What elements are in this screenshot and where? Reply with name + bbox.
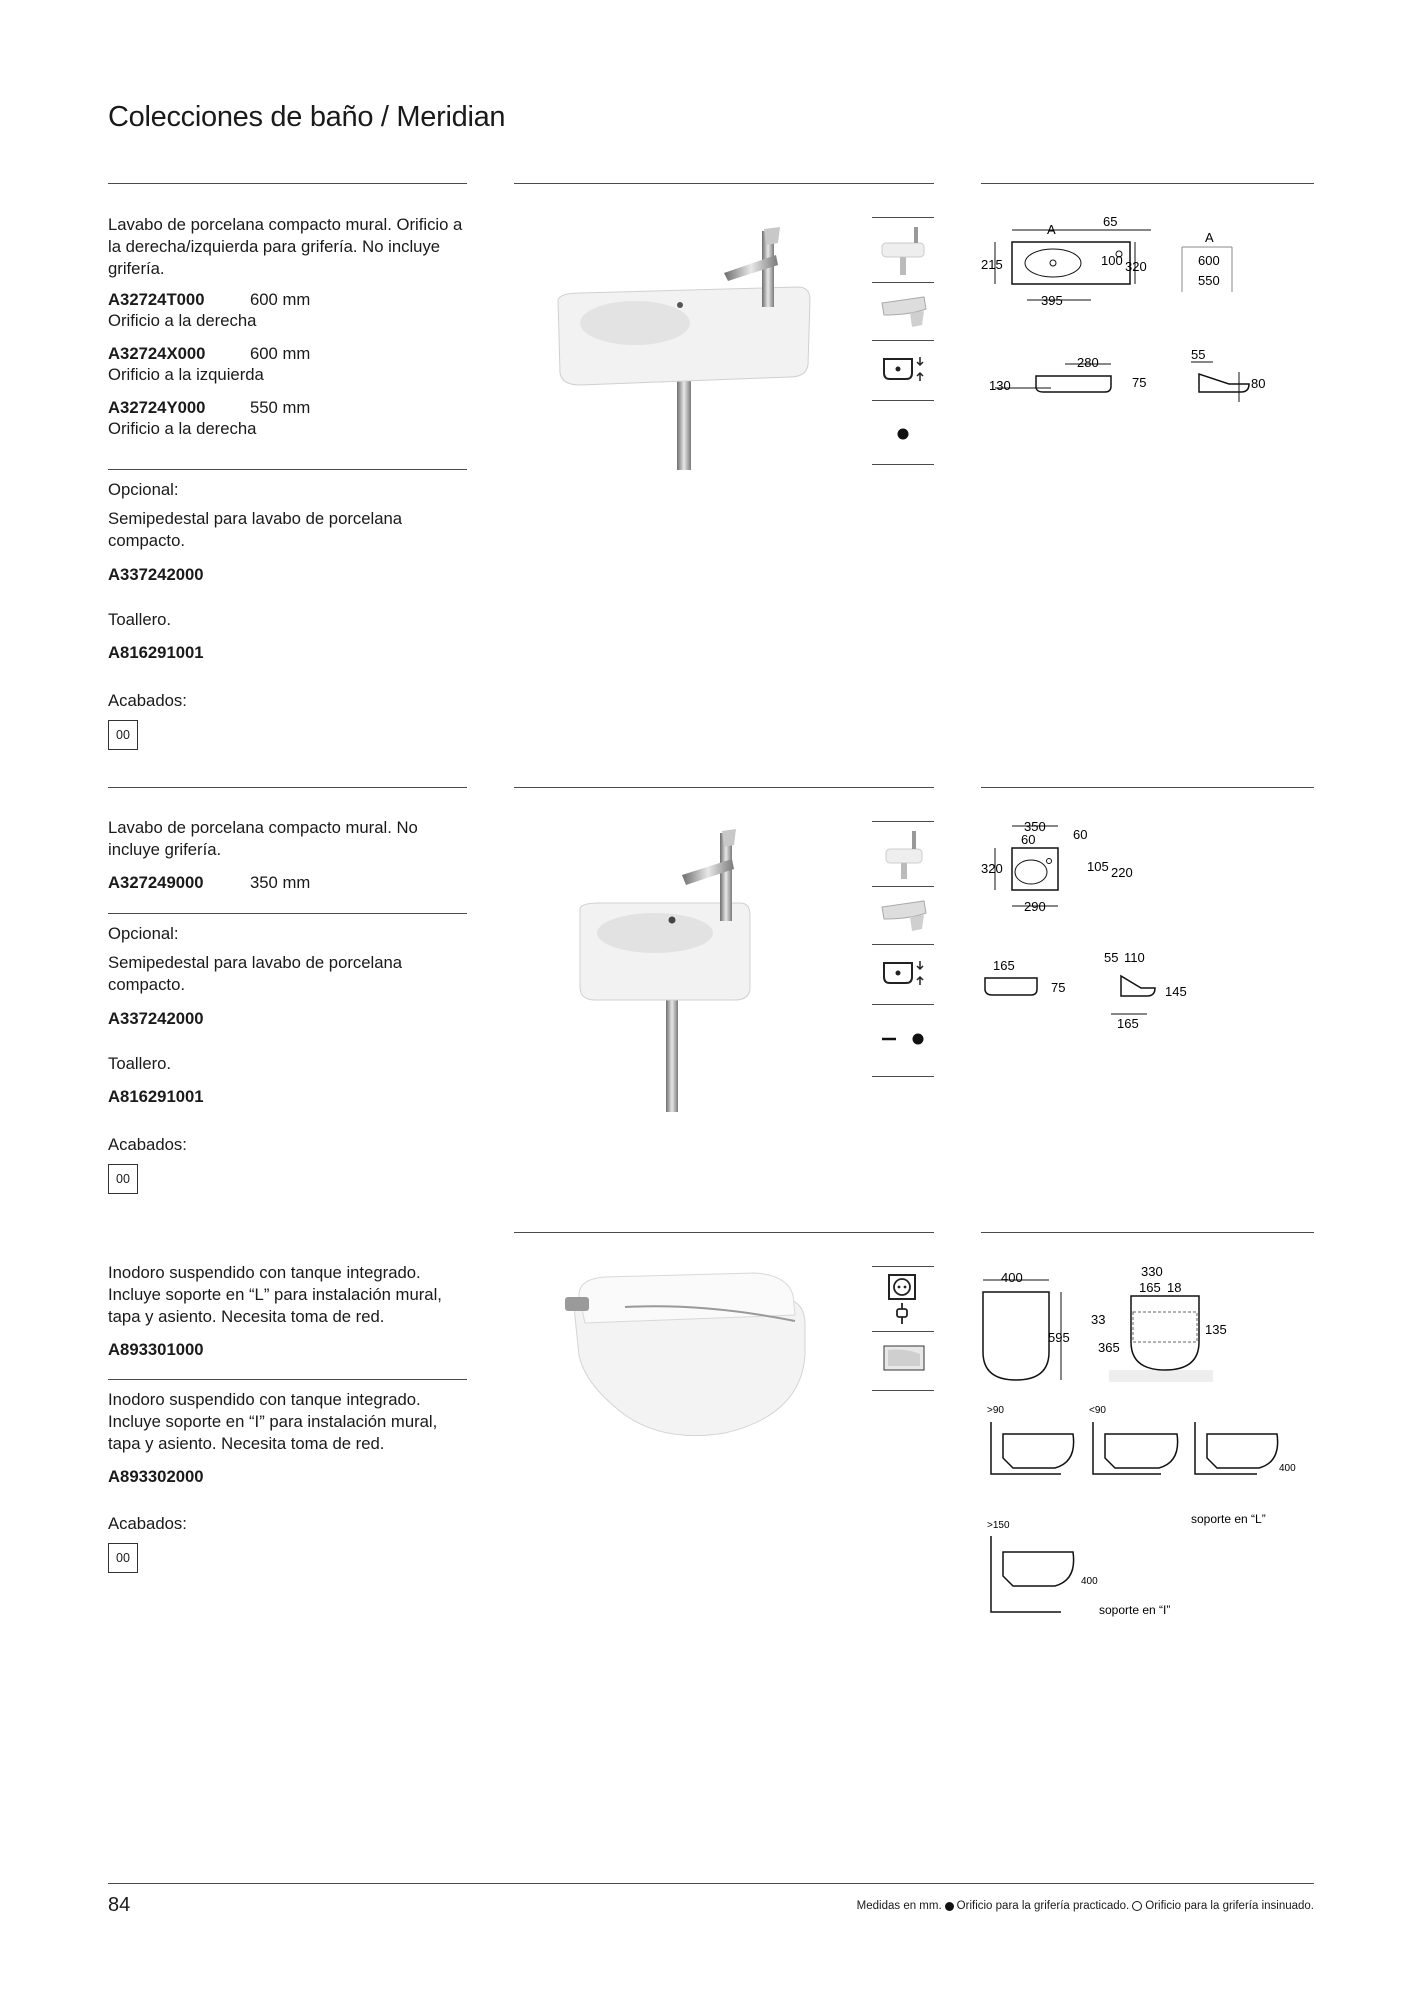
- dim-145: 145: [1165, 984, 1187, 999]
- product-size: 600 mm: [250, 344, 311, 363]
- dim-75: 75: [1132, 375, 1147, 390]
- table-value: 600: [1198, 253, 1220, 268]
- dim-gt150: >150: [987, 1520, 1010, 1531]
- divider: [108, 183, 467, 184]
- divider: [514, 1232, 934, 1233]
- divider: [981, 183, 1314, 184]
- towel-code: A816291001: [108, 643, 204, 662]
- divider: [872, 282, 934, 283]
- divider: [108, 1379, 467, 1380]
- product-code: A32724Y000: [108, 398, 206, 417]
- divider: [872, 944, 934, 945]
- dim-595: 595: [1048, 1330, 1070, 1345]
- legend-filled: Orificio para la grifería practicado.: [956, 1900, 1130, 1912]
- divider: [872, 1390, 934, 1391]
- dim-75: 75: [1051, 980, 1066, 995]
- finish-swatch: 00: [108, 1543, 138, 1573]
- product-size: 350 mm: [250, 873, 311, 892]
- divider: [872, 821, 934, 822]
- product-size: 600 mm: [250, 290, 311, 309]
- dim-320: 320: [1125, 259, 1147, 274]
- dim-110: 110: [1124, 950, 1145, 965]
- open-dot-icon: [1132, 1901, 1142, 1911]
- divider: [872, 400, 934, 401]
- product-description: Lavabo de porcelana compacto mural. Orificio a la derecha/izquierda para grifería. No incluye grifería.: [108, 215, 463, 278]
- pedestal-code: A337242000: [108, 1009, 204, 1028]
- wall-toilet-product-image: [555, 1265, 815, 1445]
- dim-100: 100: [1101, 253, 1123, 268]
- label-soporte-I: soporte en “I”: [1099, 1603, 1171, 1617]
- towel-description: Toallero.: [108, 610, 172, 629]
- dim-60: 60: [1073, 827, 1088, 842]
- divider: [981, 787, 1314, 788]
- product-code: A893302000: [108, 1467, 204, 1486]
- dim-105: 105: [1087, 859, 1109, 874]
- divider: [872, 886, 934, 887]
- divider: [872, 1331, 934, 1332]
- product-code: A893301000: [108, 1340, 204, 1359]
- dim-320: 320: [981, 861, 1003, 876]
- legend-units: Medidas en mm.: [856, 1900, 942, 1912]
- variant-note: Orificio a la izquierda: [108, 365, 264, 384]
- tap-hole-dash-dot-icon: [880, 1031, 928, 1047]
- dim-365: 365: [1098, 1340, 1120, 1355]
- divider: [108, 913, 467, 914]
- divider: [872, 464, 934, 465]
- dim-60: 60: [1021, 832, 1036, 847]
- product-description: Lavabo de porcelana compacto mural. No incluye grifería.: [108, 818, 418, 859]
- page-title: Colecciones de baño / Meridian: [108, 101, 506, 133]
- overflow-icon: [880, 953, 928, 993]
- legend: [857, 1900, 1314, 1912]
- divider: [872, 1266, 934, 1267]
- optional-label: Opcional:: [108, 480, 179, 499]
- tap-hole-filled-icon: [896, 427, 910, 441]
- dim-33: 33: [1091, 1312, 1106, 1327]
- pedestal-description: Semipedestal para lavabo de porcelana compacto.: [108, 953, 403, 994]
- dim-350: 350: [1024, 819, 1046, 834]
- variant-list: [108, 290, 468, 452]
- compact-basin-product-image: [570, 825, 810, 1115]
- dim-220: 220: [1111, 865, 1133, 880]
- compact-basin-technical-drawing: [981, 818, 1314, 1040]
- dim-280: 280: [1077, 355, 1099, 370]
- dim-A: A: [1047, 222, 1056, 237]
- finishes-label: Acabados:: [108, 1514, 187, 1533]
- divider: [872, 217, 934, 218]
- toilet-technical-drawing: [981, 1262, 1314, 1622]
- optional-label: Opcional:: [108, 924, 179, 943]
- variant-item: [108, 290, 468, 344]
- product-description: Inodoro suspendido con tanque integrado. Incluye soporte en “L” para instalación mural, tapa y asiento. Necesita toma de red.: [108, 1263, 442, 1326]
- dim-215: 215: [981, 257, 1003, 272]
- dim-400: 400: [1279, 1463, 1296, 1474]
- pedestal-code: A337242000: [108, 565, 204, 584]
- dim-290: 290: [1024, 899, 1046, 914]
- dim-65: 65: [1103, 214, 1118, 229]
- variant-item: [108, 344, 468, 398]
- divider: [872, 1076, 934, 1077]
- divider: [514, 183, 934, 184]
- finish-swatch: 00: [108, 720, 138, 750]
- divider: [872, 1004, 934, 1005]
- table-header: A: [1205, 230, 1214, 245]
- product-code: A32724T000: [108, 290, 205, 309]
- divider: [514, 787, 934, 788]
- finishes-label: Acabados:: [108, 1135, 187, 1154]
- towel-code: A816291001: [108, 1087, 204, 1106]
- product-code: A327249000: [108, 873, 204, 892]
- dim-165: 165: [993, 958, 1015, 973]
- dim-400: 400: [1001, 1270, 1023, 1285]
- divider: [981, 1232, 1314, 1233]
- basin-product-image: [540, 215, 840, 475]
- overflow-icon: [880, 349, 928, 389]
- dim-135: 135: [1205, 1322, 1227, 1337]
- pedestal-description: Semipedestal para lavabo de porcelana compacto.: [108, 509, 403, 550]
- dim-80: 80: [1251, 376, 1266, 391]
- product-code: A32724X000: [108, 344, 206, 363]
- product-size: 550 mm: [250, 398, 311, 417]
- table-value: 550: [1198, 273, 1220, 288]
- variant-note: Orificio a la derecha: [108, 419, 257, 438]
- dim-330: 330: [1141, 1264, 1163, 1279]
- wall-toilet-icon: [880, 1340, 928, 1376]
- socket-icon: [886, 1272, 920, 1326]
- small-basin-icon: [874, 221, 932, 277]
- finishes-label: Acabados:: [108, 691, 187, 710]
- finish-swatch: 00: [108, 1164, 138, 1194]
- pedestal-icon: [880, 289, 928, 331]
- filled-dot-icon: [945, 1902, 954, 1911]
- basin-technical-drawing: [981, 212, 1314, 422]
- dim-55: 55: [1104, 950, 1119, 965]
- divider: [872, 340, 934, 341]
- variant-note: Orificio a la derecha: [108, 311, 257, 330]
- pedestal-icon: [880, 893, 928, 935]
- label-soporte-L: soporte en “L”: [1191, 1512, 1266, 1526]
- footer-divider: [108, 1883, 1314, 1884]
- dim-18: 18: [1167, 1280, 1182, 1295]
- dim-165: 165: [1117, 1016, 1139, 1031]
- dim-400: 400: [1081, 1576, 1098, 1587]
- dim-130: 130: [989, 378, 1011, 393]
- product-description: Inodoro suspendido con tanque integrado. Incluye soporte en “I” para instalación mural, tapa y asiento. Necesita toma de red.: [108, 1390, 438, 1453]
- legend-open: Orificio para la grifería insinuado.: [1145, 1900, 1314, 1912]
- dim-lt90: <90: [1089, 1405, 1106, 1416]
- small-basin-icon: [874, 825, 932, 881]
- dim-165: 165: [1139, 1280, 1161, 1295]
- divider: [108, 469, 467, 470]
- dim-395: 395: [1041, 293, 1063, 308]
- dim-55: 55: [1191, 347, 1206, 362]
- page-number: 84: [108, 1894, 131, 1916]
- divider: [108, 787, 467, 788]
- dim-gt90: >90: [987, 1405, 1004, 1416]
- variant-item: [108, 398, 468, 452]
- variant-item: [108, 873, 310, 893]
- towel-description: Toallero.: [108, 1054, 172, 1073]
